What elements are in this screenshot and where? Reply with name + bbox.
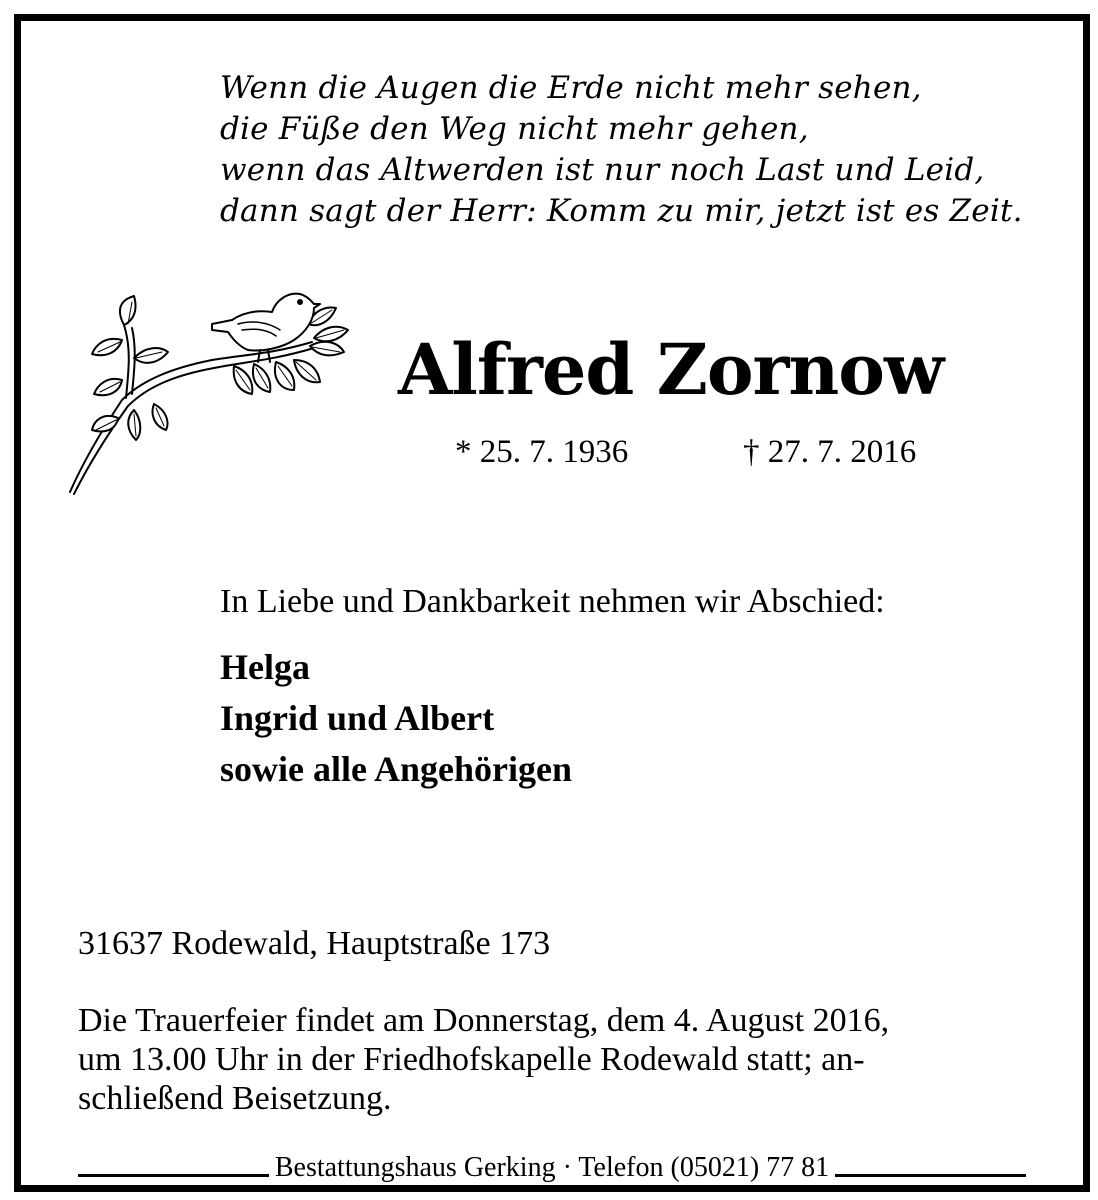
footer-rule-right [835,1174,1026,1177]
poem [220,68,1023,232]
poem-line: dann sagt der Herr: Komm zu mir, jetzt ist es Zeit. [220,193,1023,229]
address: 31637 Rodewald, Hauptstraße 173 [78,925,551,962]
poem-line: wenn das Altwerden ist nur noch Last und Leid, [220,152,985,188]
mourner: Ingrid und Albert [220,698,495,738]
footer-rule-left [78,1174,269,1177]
ceremony-line: schließend Beisetzung. [78,1080,392,1117]
mourner: sowie alle Angehörigen [220,749,572,789]
birth-date: * 25. 7. 1936 [455,434,629,470]
death-date: † 27. 7. 2016 [743,434,917,470]
poem-line: die Füße den Weg nicht mehr gehen, [220,111,809,147]
farewell-text: In Liebe und Dankbarkeit nehmen wir Abschied: [220,583,885,620]
funeral-home-contact: Bestattungshaus Gerking · Telefon (05021) 77 81 [274,1152,830,1183]
poem-line: Wenn die Augen die Erde nicht mehr sehen, [220,70,922,106]
bird-on-branch-icon [62,280,362,500]
ceremony-info [78,1001,889,1118]
footer [78,1148,1026,1188]
ceremony-line: Die Trauerfeier findet am Donnerstag, dem 4. August 2016, [78,1002,890,1039]
mourner: Helga [220,647,310,687]
mourners-list [220,642,572,795]
ceremony-line: um 13.00 Uhr in der Friedhofskapelle Rodewald statt; an- [78,1041,865,1078]
deceased-name: Alfred Zornow [398,328,944,411]
